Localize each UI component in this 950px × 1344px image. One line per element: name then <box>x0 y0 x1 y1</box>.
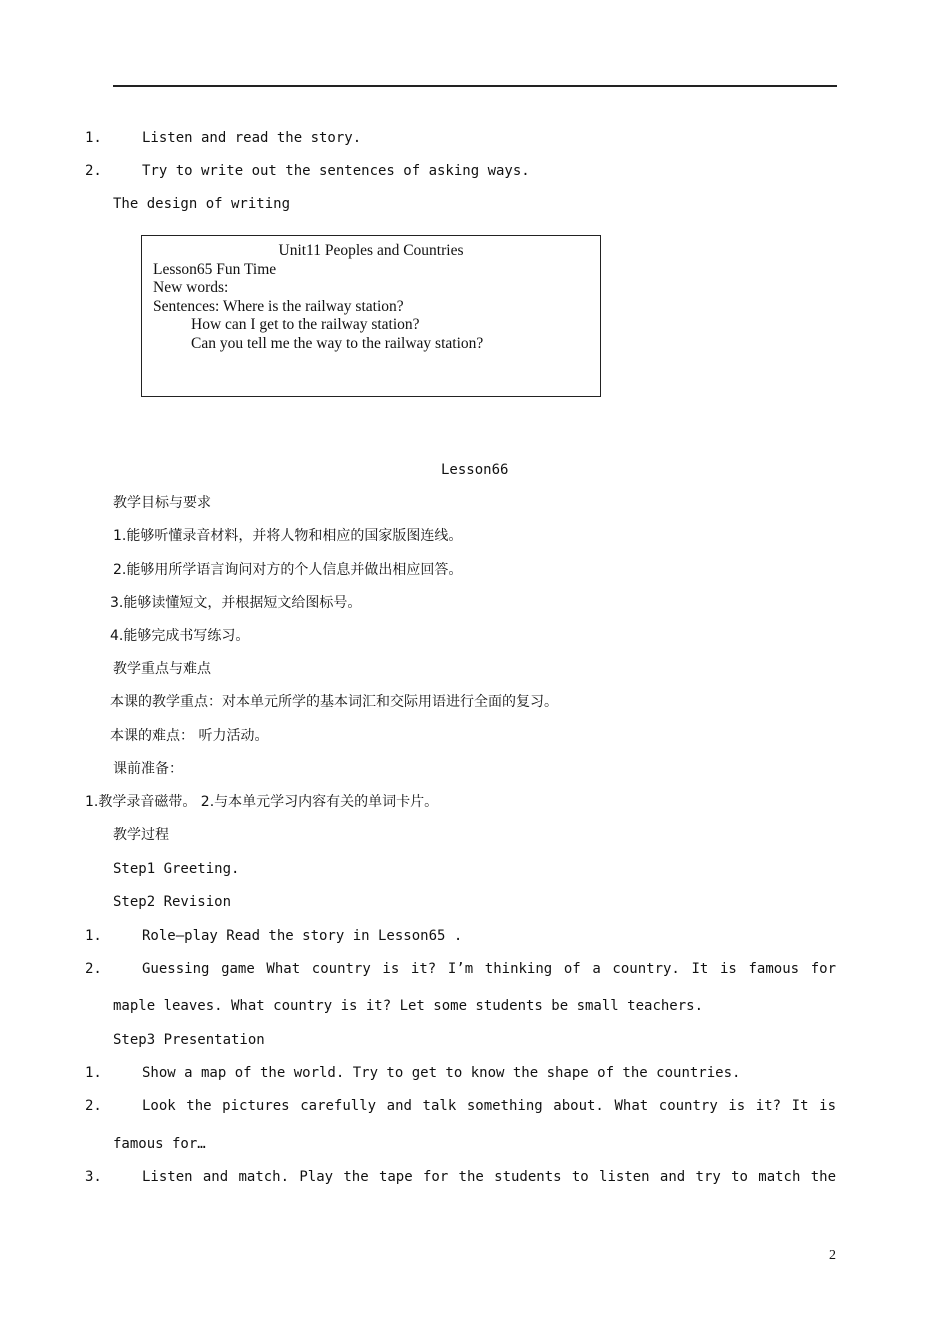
list-number: 2. <box>85 961 102 977</box>
board-title: Unit11 Peoples and Countries <box>278 242 464 259</box>
objectives-heading: 教学目标与要求 <box>113 495 211 511</box>
objective-item: 2.能够用所学语言询问对方的个人信息并做出相应回答。 <box>113 562 463 578</box>
process-heading: 教学过程 <box>113 827 169 843</box>
prep-items: 1.教学录音磁带。 2.与本单元学习内容有关的单词卡片。 <box>85 794 439 810</box>
key-heading: 教学重点与难点 <box>113 661 211 677</box>
step-heading: Step2 Revision <box>113 894 232 910</box>
blackboard-design-box <box>141 235 601 397</box>
key-point: 本课的教学重点：对本单元所学的基本词汇和交际用语进行全面的复习。 <box>110 694 558 710</box>
header-rule <box>113 85 837 87</box>
list-item-continuation: maple leaves. What country is it? Let some students be small teachers. <box>113 998 704 1014</box>
list-item: Role—play Read the story in Lesson65 . <box>142 928 463 944</box>
step-heading: Step1 Greeting. <box>113 861 240 877</box>
prep-heading: 课前准备： <box>113 761 183 777</box>
board-lesson: Lesson65 Fun Time <box>153 260 277 278</box>
board-sentence: How can I get to the railway station? <box>191 316 420 333</box>
list-number: 3. <box>85 1169 102 1185</box>
list-number: 1. <box>85 130 102 146</box>
list-item: Guessing game What country is it? I’m thinking of a country. It is famous for <box>142 961 836 977</box>
lesson-title: Lesson66 <box>441 462 509 478</box>
list-number: 1. <box>85 1065 102 1081</box>
board-sentence: Can you tell me the way to the railway station? <box>191 334 484 352</box>
list-item: Listen and read the story. <box>142 130 362 146</box>
objective-item: 1.能够听懂录音材料，并将人物和相应的国家版图连线。 <box>113 528 463 544</box>
list-item: Try to write out the sentences of asking ways. <box>142 163 530 179</box>
board-new-words: New words: <box>153 279 229 296</box>
page-number: 2 <box>829 1248 836 1263</box>
board-sentence: Sentences: Where is the railway station? <box>153 297 404 315</box>
list-item-continuation: famous for… <box>113 1136 206 1152</box>
list-item: Listen and match. Play the tape for the students to listen and try to match the <box>142 1169 836 1185</box>
step-heading: Step3 Presentation <box>113 1032 265 1048</box>
difficulty: 本课的难点： 听力活动。 <box>110 728 269 744</box>
design-heading: The design of writing <box>113 196 291 212</box>
list-item: Look the pictures carefully and talk something about. What country is it? It is <box>142 1098 836 1114</box>
list-number: 2. <box>85 163 102 179</box>
list-item: Show a map of the world. Try to get to know the shape of the countries. <box>142 1065 741 1081</box>
list-number: 1. <box>85 928 102 944</box>
objective-item: 4.能够完成书写练习。 <box>110 628 250 644</box>
list-number: 2. <box>85 1098 102 1114</box>
objective-item: 3.能够读懂短文，并根据短文给图标号。 <box>110 595 362 611</box>
